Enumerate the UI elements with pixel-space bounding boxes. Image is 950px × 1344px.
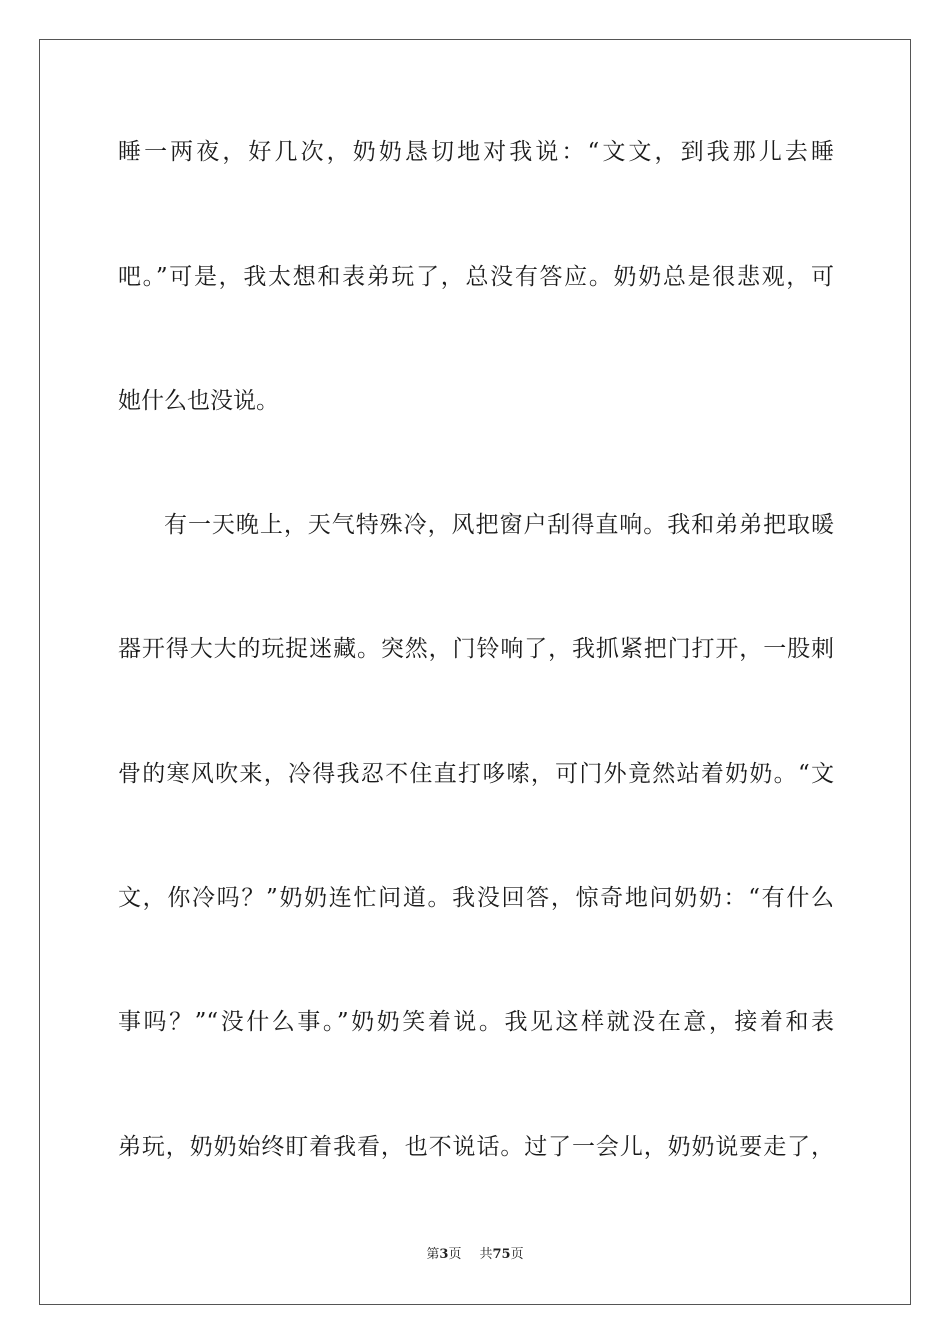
page-suffix: 页 — [448, 1247, 462, 1262]
text-line-8: 事吗？”“没什么事。”奶奶笑着说。我见这样就没在意，接着和表 — [118, 1009, 834, 1035]
page-footer — [0, 1246, 950, 1264]
total-pages: 75 — [492, 1247, 511, 1262]
text-line-7: 文，你冷吗？”奶奶连忙问道。我没回答，惊奇地问奶奶：“有什么 — [118, 885, 834, 911]
text-line-5: 器开得大大的玩捉迷藏。突然，门铃响了，我抓紧把门打开，一股刺 — [118, 636, 834, 662]
page-number: 3 — [439, 1247, 449, 1262]
text-line-4: 有一天晚上，天气特殊冷，风把窗户刮得直响。我和弟弟把取暖 — [164, 512, 834, 538]
text-line-3: 她什么也没说。 — [118, 388, 279, 414]
page-border — [39, 39, 911, 1305]
text-line-1: 睡一两夜，好几次，奶奶恳切地对我说：“文文，到我那儿去睡 — [118, 139, 834, 165]
text-line-2: 吧。”可是，我太想和表弟玩了，总没有答应。奶奶总是很悲观，可 — [118, 264, 834, 290]
text-line-9: 弟玩，奶奶始终盯着我看，也不说话。过了一会儿，奶奶说要走了， — [118, 1134, 834, 1160]
total-suffix: 页 — [510, 1247, 524, 1262]
total-prefix: 共 — [479, 1247, 493, 1262]
text-line-6: 骨的寒风吹来，冷得我忍不住直打哆嗦，可门外竟然站着奶奶。“文 — [118, 761, 834, 787]
page-prefix: 第 — [426, 1247, 440, 1262]
